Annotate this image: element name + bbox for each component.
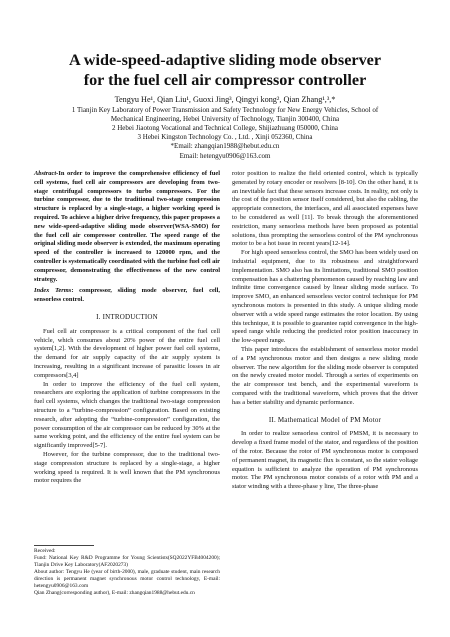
model-heading: II. Mathematical Model of PM Motor — [268, 415, 382, 424]
right-paragraph-2: For high speed sensorless control, the SMO has been widely used on industrial equipment, due to its robustness and straightforward implementation. SMO also has its limitations, traditional SMO position compensation has a chattering phenomenon caused by reaching law and infinite time convergence caused by linear sliding mode surface. To improve SMO, an enhanced sensorless vector control technique for PM synchronous motors is presented in this study. A unique sliding mode observer with a wide speed range estimates the rotor location. By using this technique, it is possible to guarantee rapid convergence in the high-speed range while reducing the predicted rotor position inaccuracy in the low-speed range. — [232, 249, 419, 345]
affiliation-3: 3 Hebei Kingston Technology Co. , Ltd. , Xinji 052360, China — [137, 133, 313, 142]
title-line-1: A wide-speed-adaptive sliding mode observer — [68, 51, 382, 69]
left-column — [34, 170, 220, 486]
abstract-label: Abstract- — [34, 170, 59, 177]
author-email: Email: hetengyu0906@163.com — [179, 151, 271, 160]
author-names: Tengyu He¹, Qian Liu¹, Guoxi Jing³, Qingyi kong², Qian Zhang¹,³,* — [114, 95, 336, 104]
right-column — [232, 170, 418, 492]
index-terms-label: Index Terms — [34, 287, 72, 295]
affiliation-1a: 1 Tianjin Key Laboratory of Power Transmission and Safety Technology for New Energy Vehicles, School of — [71, 105, 379, 114]
footnote-corresponding: Qian Zhang(corresponding author), E-mail: zhangqian1988@hebut.edu.cn — [34, 590, 195, 596]
paper-title — [20, 50, 430, 90]
introduction-heading: I. INTRODUCTION — [96, 312, 158, 321]
intro-paragraph-2: In order to improve the efficiency of the fuel cell system, researchers are exploring the application of turbine compressors in the fuel cell systems, which changes the traditional two-stage compression structure to a “turbine-compression” configuration. Based on existing research, after adopting the “turbine-compression” configuration, the power consumption of the air compressor can be reduced by 30% at the same working point, and the efficiency of the entire fuel system can be significantly improved[5-7]. — [34, 380, 220, 450]
index-terms — [34, 287, 220, 305]
author-block — [20, 95, 430, 161]
right-paragraph-1: rotor position to realize the field oriented control, which is typically generated by rotary encoder or resolvers [8-10]. On the other hand, it is an inevitable fact that these sensors increase costs. In reality, not only is the cost of the position sensor itself considered, but also the cabling, the appropriate connectors, the interfaces, and all associated expenses have to be considered as well [11]. To break through the aforementioned restriction, many sensorless methods have been proposed as potential solutions, thus prompting the sensorless control of the PM synchronous motor to be a hot issue in recent years[12-14]. — [232, 170, 418, 248]
abstract — [34, 170, 220, 284]
footnote-fund: Fund: National Key R&D Programme for Young Scientists(SQ2022YFB4004200); Tianjin Drive Key Laboratory(AF2020273) — [34, 555, 220, 568]
corresponding-email: *Email: zhangqian1988@hebut.edu.cn — [170, 142, 280, 151]
model-paragraph-1: In order to realize sensorless control of PMSM, it is necessary to develop a fixed frame model of the stator, and regardless of the position of the rotor. Because the rotor of PM synchronous motor is composed of permanent magnet, its magnetic flux is constant, so the stator voltage equation is sufficient to analyze the operation of PM synchronous motor. The PM synchronous motor consists of a rotor with PM and a stator winding with a three-phase y line, The three-phase — [232, 430, 418, 491]
intro-paragraph-1: Fuel cell air compressor is a critical component of the fuel cell vehicle, which consumes about 20% power of the entire fuel cell system[1,2]. With the development of higher power fuel cell systems, the demand for air supply capacity of the air supply system is increasing, resulting in a significant increase of parasitic losses in air compressors[3,4] — [34, 327, 220, 379]
footnote-received: Received: — [34, 548, 56, 554]
index-terms-text: : compressor, sliding mode observer, fuel cell, sensorless control. — [34, 287, 220, 304]
title-line-2: for the fuel cell air compressor controller — [83, 71, 367, 89]
footnote — [34, 548, 220, 597]
affiliation-2: 2 Hebei Jiaotong Vocational and Technical College, Shijiazhuang 050000, China — [112, 123, 338, 132]
abstract-text: In order to improve the comprehensive efficiency of fuel cell systems, fuel cell air compressors are developing from two-stage centrifugal compressors to turbo compressors. For the turbine compressor, due to the traditional two-stage compression structure is replaced by a single-stage, a higher working speed is required. To achieve a higher drive frequency, this paper proposes a new wide-speed-adaptive sliding mode observer(WSA-SMO) for the fuel cell air compressor controller. The speed range of the original sliding mode observer is extended, the maximum operating speed of the controller is increased to 120000 rpm, and the controller is systematically coordinated with the turbine fuel cell air compressor, demonstrating the effectiveness of the new control strategy. — [34, 170, 220, 283]
footnote-author: About author: Tengyu He (year of birth-2000), male, graduate student, main research direction is permanent magnet synchronous motor control technology, E-mail: hetengyu0906@163.com — [34, 569, 220, 589]
affiliation-1b: Mechanical Engineering, Hebei University of Technology, Tianjin 300400, China — [110, 114, 340, 123]
intro-paragraph-3: However, for the turbine compressor, due to the traditional two-stage compression structure is replaced by a single-stage, a higher working speed is required. It is well known that the PM synchronous motor requires the — [34, 450, 220, 485]
right-paragraph-3: This paper introduces the establishment of sensorless motor model of a PM synchronous motor and then designs a new sliding mode observer. The new algorithm for the sliding mode observer is computed on the newly created motor model. Through a series of experiments on the air compressor test bench, and the experimental waveform is compared with the traditional waveform, which proves that the driver has a better stability and dynamic performance. — [232, 345, 418, 406]
footnote-divider — [34, 545, 94, 546]
